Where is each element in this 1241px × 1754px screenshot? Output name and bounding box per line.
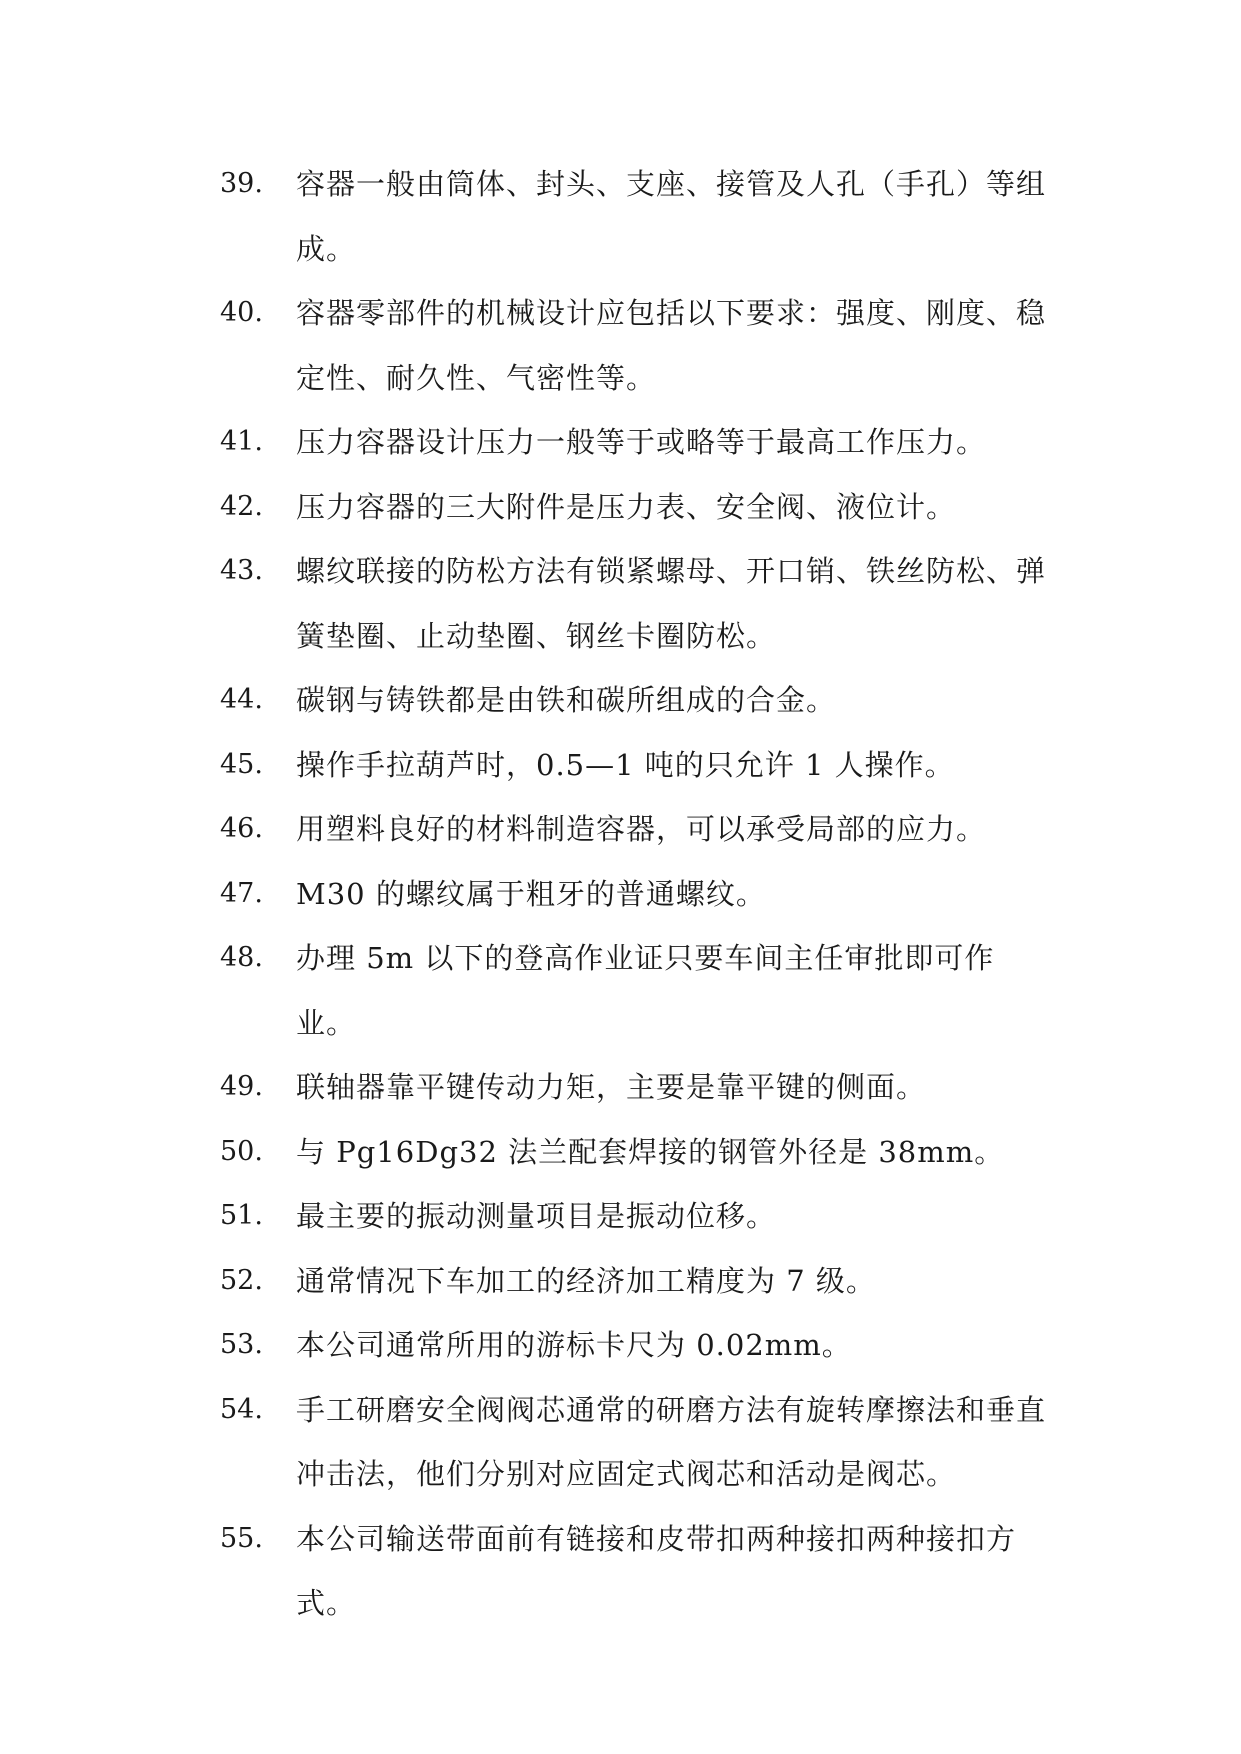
item-text: 与 Pg16Dg32 法兰配套焊接的钢管外径是 38mm。: [296, 1134, 1005, 1169]
item-number: 42.: [220, 490, 263, 522]
item-number: 53.: [220, 1329, 263, 1360]
list-item: [220, 152, 1050, 281]
item-number: 46.: [220, 813, 263, 844]
item-text: 手工研磨安全阀阀芯通常的研磨方法有旋转摩擦法和垂直冲击法，他们分别对应固定式阀芯和活动是阀芯。: [296, 1392, 1047, 1491]
list-item: [220, 1184, 1050, 1249]
item-number: 55.: [220, 1522, 263, 1554]
item-text: 通常情况下车加工的经济加工精度为 7 级。: [296, 1263, 876, 1298]
item-number: 40.: [220, 297, 263, 328]
list-item: [220, 1313, 1050, 1378]
item-number: 45.: [220, 748, 263, 780]
list-item: [220, 862, 1050, 927]
list-item: [220, 668, 1050, 733]
item-number: 51.: [220, 1200, 263, 1231]
item-number: 48.: [220, 942, 263, 973]
list-item: [220, 797, 1050, 862]
list-item: [220, 281, 1050, 410]
item-number: 52.: [220, 1264, 263, 1296]
item-number: 44.: [220, 684, 263, 715]
item-text: 螺纹联接的防松方法有锁紧螺母、开口销、铁丝防松、弹簧垫圈、止动垫圈、钢丝卡圈防松。: [296, 554, 1047, 653]
list-item: [220, 539, 1050, 668]
item-text: M30 的螺纹属于粗牙的普通螺纹。: [296, 876, 766, 911]
item-number: 41.: [220, 426, 263, 457]
item-text: 办理 5m 以下的登高作业证只要车间主任审批即可作业。: [296, 941, 995, 1040]
item-text: 操作手拉葫芦时，0.5—1 吨的只允许 1 人操作。: [296, 747, 955, 782]
item-text: 最主要的振动测量项目是振动位移。: [296, 1199, 777, 1233]
item-text: 容器一般由筒体、封头、支座、接管及人孔（手孔）等组成。: [296, 167, 1047, 266]
item-number: 39.: [220, 168, 263, 199]
item-number: 50.: [220, 1135, 263, 1167]
item-text: 碳钢与铸铁都是由铁和碳所组成的合金。: [296, 683, 837, 717]
list-item: [220, 1378, 1050, 1507]
item-text: 压力容器的三大附件是压力表、安全阀、液位计。: [296, 489, 957, 524]
item-number: 47.: [220, 877, 263, 909]
list-item: [220, 475, 1050, 540]
item-text: 联轴器靠平键传动力矩，主要是靠平键的侧面。: [296, 1070, 927, 1104]
item-text: 用塑料良好的材料制造容器，可以承受局部的应力。: [296, 812, 987, 846]
item-text: 容器零部件的机械设计应包括以下要求：强度、刚度、稳定性、耐久性、气密性等。: [296, 296, 1047, 395]
list-item: [220, 1055, 1050, 1120]
item-text: 压力容器设计压力一般等于或略等于最高工作压力。: [296, 425, 987, 459]
item-number: 43.: [220, 555, 263, 586]
item-number: 49.: [220, 1071, 263, 1102]
list-item: [220, 926, 1050, 1055]
numbered-list: [220, 152, 1050, 1636]
list-item: [220, 1507, 1050, 1636]
list-item: [220, 1120, 1050, 1185]
list-item: [220, 410, 1050, 475]
list-item: [220, 733, 1050, 798]
item-number: 54.: [220, 1393, 263, 1425]
item-text: 本公司输送带面前有链接和皮带扣两种接扣两种接扣方式。: [296, 1521, 1017, 1620]
list-item: [220, 1249, 1050, 1314]
item-text: 本公司通常所用的游标卡尺为 0.02mm。: [296, 1328, 852, 1362]
